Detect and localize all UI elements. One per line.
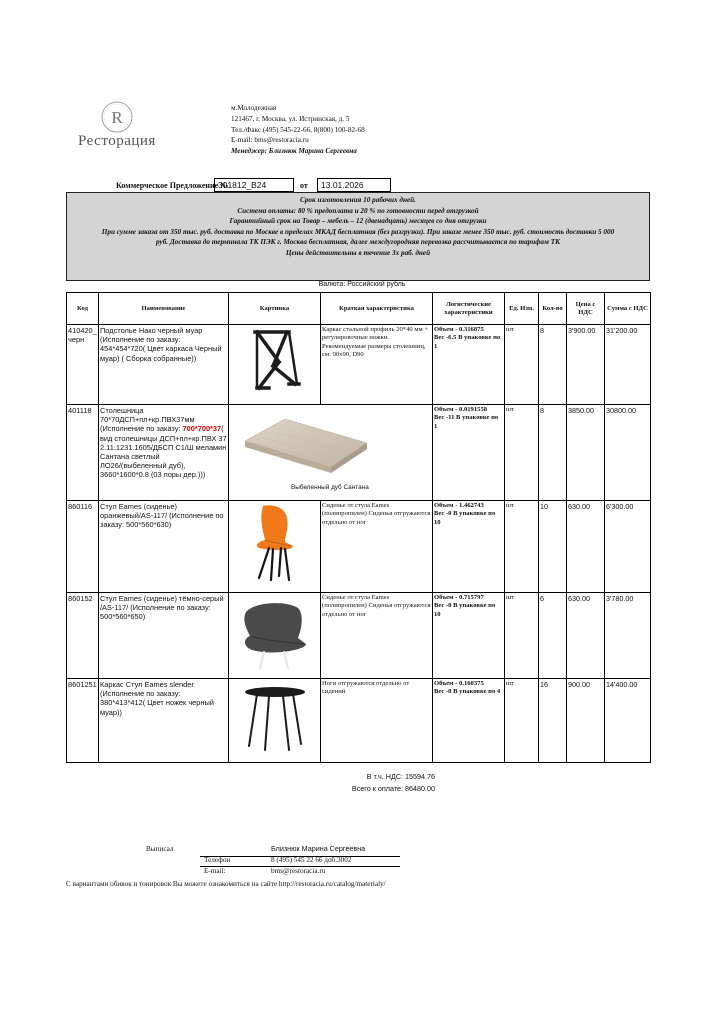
cell-qty: 8: [539, 405, 567, 501]
cell-code: 8601251: [67, 679, 99, 763]
cell-unit: шт: [505, 405, 539, 501]
table-header-row: [67, 293, 651, 325]
cell-logistics: [433, 679, 505, 763]
table-row: [67, 405, 651, 501]
company-address: 121467, г. Москва, ул. Истринская, д. 5: [231, 114, 350, 123]
company-manager: Менеджер: Близнюк Марина Сергеевна: [231, 147, 357, 156]
cell-name: Стул Eames (сиденье) оранжевый/AS-117/ (Исполнение по заказу: 500*560*630): [99, 501, 229, 593]
cell-sum: 6'300.00: [605, 501, 651, 593]
cell-desc: Сиденье от стула Eames (полипропилен) Сиденья отгружаются отдельно от ног: [321, 593, 433, 679]
logo-monogram: [99, 99, 135, 135]
footer-email: bms@restoracia.ru: [271, 867, 326, 875]
cell-name: Каркас Стул Eames slender (Исполнение по заказу: 380*413*412( Цвет ножек черный муар)): [99, 679, 229, 763]
cell-logistics: [433, 501, 505, 593]
company-phone: Тел./Факс (495) 545-22-66, 8(800) 100-82-68: [231, 125, 365, 134]
header-price: Цена с НДС: [567, 293, 605, 325]
header-sum: Сумма с НДС: [605, 293, 651, 325]
logo-monogram-letter: R: [111, 108, 123, 127]
cell-picture: [229, 325, 321, 405]
cell-qty: 6: [539, 593, 567, 679]
offer-label: Коммерческое Предложение №: [116, 181, 229, 190]
logistics-volume: Объем - 0.0191558: [434, 406, 488, 413]
footer-phone: 8 (495) 545 22 66 доб.3002: [271, 856, 352, 864]
logistics-weight: Вес -6.5 В упаковке по 1: [434, 334, 501, 350]
offer-number: 301812_B24: [214, 178, 294, 192]
logo-name: Ресторация: [78, 133, 156, 149]
notice-line: руб. Доставка до терминала ТК ПЭК г. Москва бесплатная, далее междугородняя перевозка рассчитывается по тарифам ТК: [156, 238, 560, 247]
cell-name: Подстолье Нако черный муар (Исполнение по заказу: 454*454*720( Цвет каркаса Черный муар) ( Сборка собранные)): [99, 325, 229, 405]
cell-price: 630.00: [567, 501, 605, 593]
totals-vat: В т.ч. НДС: 15594.76: [366, 772, 435, 781]
cell-picture: [229, 405, 433, 501]
cell-price: 3'900.00: [567, 325, 605, 405]
header-code: Код: [67, 293, 99, 325]
notice-line: Система оплаты: 80 % предоплата и 20 % по готовности перед отгрузкой: [237, 206, 479, 215]
cell-sum: 14'400.00: [605, 679, 651, 763]
offer-date: 13.01.2026: [317, 178, 391, 192]
cell-code: 401118: [67, 405, 99, 501]
cell-picture: [229, 679, 321, 763]
logistics-volume: Объем - 1.462743: [434, 502, 484, 509]
cell-desc: Сиденье от стула Eames (полипропилен) Сиденья отгружаются отдельно от ног: [321, 501, 433, 593]
cell-qty: 8: [539, 325, 567, 405]
table-row: [67, 679, 651, 763]
terms-notice: [66, 192, 650, 281]
logistics-volume: Объем - 0.160375: [434, 680, 484, 687]
footer-issued-name: Близнюк Марина Сергеевна: [271, 844, 366, 853]
tabletop-image: [241, 411, 371, 487]
cell-code: 860152: [67, 593, 99, 679]
header-unit: Ед. Изм.: [505, 293, 539, 325]
cell-logistics: [433, 325, 505, 405]
cell-price: 3850.00: [567, 405, 605, 501]
table-row: [67, 501, 651, 593]
cell-unit: шт: [505, 679, 539, 763]
footer-issued-label: Выписал: [146, 845, 174, 853]
footer-email-label: E-mail:: [204, 867, 226, 875]
header-name: Наименование: [99, 293, 229, 325]
notice-line: Срок изготовления 10 рабочих дней.: [300, 196, 416, 204]
logistics-volume: Объем - 0.316875: [434, 326, 484, 333]
currency-label: Валюта: Российский рубль: [318, 281, 406, 288]
name-part: ( вид столешницы ДСП+пл+кр.ПВХ 37 2.11.1231.1605/ДБСП С1/Ш меламин Сантана светлый ЛО26/(выбеленный дуб), 3660*1600*0.8 (03 поры дер.))): [100, 424, 227, 480]
logistics-weight: Вес -8 В упаковке по 4: [434, 688, 501, 696]
notice-line: Гарантийный срок на Товар – мебель – 12 (двенадцать) месяцев со дня отгрузки: [229, 217, 487, 226]
cell-name: Стул Eames (сиденье) тёмно-серый /AS-117/ (Исполнение по заказу: 500*560*650): [99, 593, 229, 679]
orange-chair-image: [245, 502, 305, 582]
logistics-weight: Вес -0 В упаковке по 10: [434, 510, 496, 526]
cell-unit: шт: [505, 593, 539, 679]
cell-sum: 3'780.00: [605, 593, 651, 679]
cell-unit: шт: [505, 501, 539, 593]
cell-unit: шт: [505, 325, 539, 405]
header-logistics: Логистические характеристики: [433, 293, 505, 325]
offer-from-label: от: [300, 181, 308, 190]
table-row: [67, 325, 651, 405]
cell-qty: 10: [539, 501, 567, 593]
cell-price: 900.00: [567, 679, 605, 763]
table-row: [67, 593, 651, 679]
footer-phone-label: Телефон: [204, 856, 231, 864]
items-table: [66, 292, 651, 763]
cell-code: 410420_черн: [67, 325, 99, 405]
totals-total: Всего к оплате: 86480.00: [351, 784, 435, 793]
cell-price: 630.00: [567, 593, 605, 679]
chair-frame-image: [235, 680, 315, 752]
company-email: E-mail: bms@restoracia.ru: [231, 136, 309, 145]
tabletop-caption: Выбеленный дуб Сантана: [291, 484, 369, 491]
name-dimensions: 700*700*37: [182, 424, 222, 434]
company-metro: м.Молодежная: [231, 104, 277, 112]
cell-desc: Каркас стальной профиль 20*40 мм + регулировочные ножки. Рекомендуемые размеры столешниц, см: 90x90, D90: [321, 325, 433, 405]
cell-logistics: [433, 405, 505, 501]
cell-picture: [229, 501, 321, 593]
header-picture: Картинка: [229, 293, 321, 325]
name-part: Столешница 70*70ДСП+пл+кр.ПВХ37мм (Исполнение по заказу:: [100, 406, 195, 434]
cell-desc: Ноги отгружаются отдельно от сидений: [321, 679, 433, 763]
logistics-weight: Вес -0 В упаковке по 10: [434, 602, 496, 618]
header-desc: Краткая характеристика: [321, 293, 433, 325]
logistics-volume: Объем - 0.715797: [434, 594, 484, 601]
cell-qty: 16: [539, 679, 567, 763]
cell-picture: [229, 593, 321, 679]
company-info: [231, 103, 365, 157]
notice-line: При сумме заказа от 350 тыс. руб. доставка по Москве в пределах МКАД бесплатная (без разгрузки). При заказе менее 350 тыс. руб. стоимость доставки 5 000: [101, 227, 615, 236]
header-qty: Кол-во: [539, 293, 567, 325]
footer-catalog-note: С вариантами обивок и тонировок Вы можете ознакомиться на сайте http://restoracia.ru/catalog/materialy/: [66, 880, 386, 888]
cell-sum: 30800.00: [605, 405, 651, 501]
cell-code: 860116: [67, 501, 99, 593]
table-base-image: [239, 326, 311, 394]
cell-name: [99, 405, 229, 501]
logistics-weight: Вес -11 В упаковке по 1: [434, 414, 499, 430]
cell-logistics: [433, 593, 505, 679]
cell-sum: 31'200.00: [605, 325, 651, 405]
notice-line: Цены действительны в течение 3х раб. дней: [285, 248, 431, 257]
grey-chair-image: [232, 594, 318, 672]
